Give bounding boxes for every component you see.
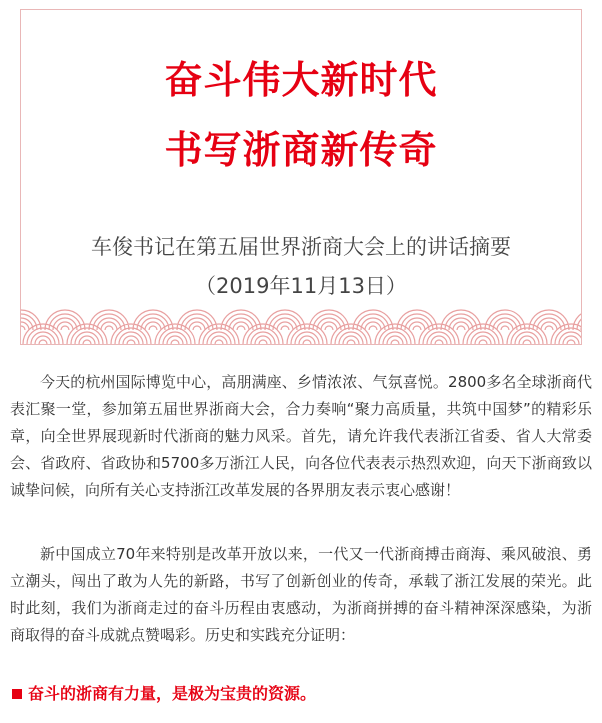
banner-title-line-2: 书写浙商新传奇 bbox=[164, 128, 438, 172]
article-paragraph-2: 新中国成立70年来特别是改革开放以来，一代又一代浙商搏击商海、乘风破浪、勇立潮头，闯出了敢为人先的新路，书写了创新创业的传奇，承载了浙江发展的荣光。此时此刻，我们为浙商走过的奋斗历程由衷感动，为浙商拼搏的奋斗精神深深感染，为浙商取得的奋斗成就点赞喝彩。历史和实践充分证明： bbox=[10, 545, 592, 644]
banner-subtitle: 车俊书记在第五届世界浙商大会上的讲话摘要 bbox=[91, 235, 511, 259]
header-banner bbox=[20, 9, 582, 345]
section-heading bbox=[12, 682, 316, 706]
wave-decoration bbox=[21, 304, 582, 344]
article-paragraph-1: 今天的杭州国际博览中心，高朋满座、乡情浓浓、气氛喜悦。2800多名全球浙商代表汇聚一堂，参加第五届世界浙商大会，合力奏响“聚力高质量，共筑中国梦”的精彩乐章，向全世界展现新时代浙商的魅力风采。首先，请允许我代表浙江省委、省人大常委会、省政府、省政协和5700多万浙江人民，向各位代表表示热烈欢迎，向天下浙商致以诚挚问候，向所有关心支持浙江改革发展的各界朋友表示衷心感谢！ bbox=[10, 373, 592, 499]
section-heading-text: 奋斗的浙商有力量，是极为宝贵的资源。 bbox=[28, 684, 317, 703]
banner-title-line-1: 奋斗伟大新时代 bbox=[164, 58, 438, 102]
red-square-icon bbox=[12, 689, 22, 699]
banner-date: （2019年11月13日） bbox=[195, 274, 407, 298]
wave-pattern bbox=[21, 310, 582, 344]
